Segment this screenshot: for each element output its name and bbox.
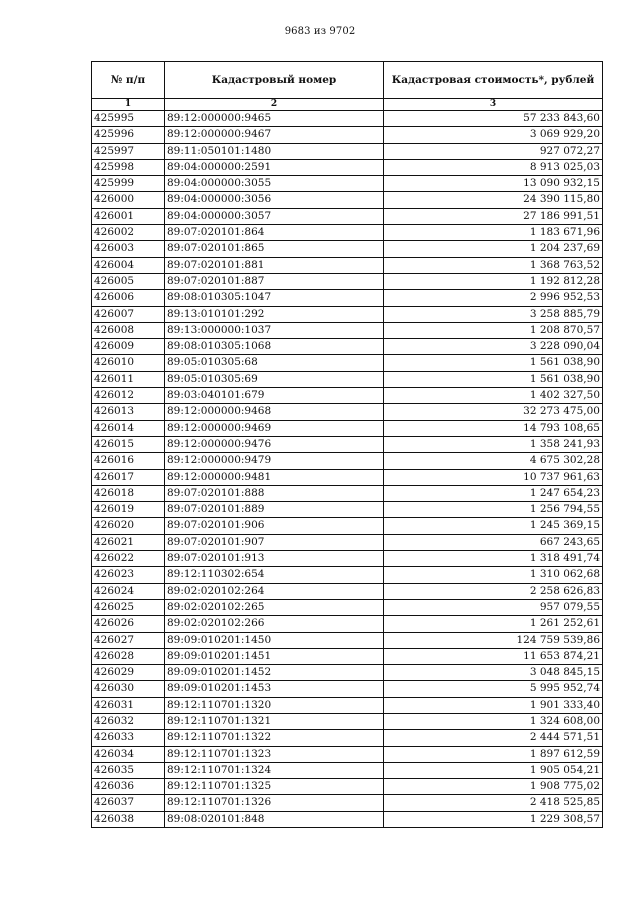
row-number-cell: 425998 <box>92 159 165 175</box>
table-row <box>92 143 603 159</box>
cadastral-value-cell: 32 273 475,00 <box>384 404 603 420</box>
table-row <box>92 241 603 257</box>
cadastral-number-cell: 89:08:020101:848 <box>165 811 384 827</box>
cadastral-value-cell: 1 208 870,57 <box>384 322 603 338</box>
row-number-cell: 426026 <box>92 616 165 632</box>
cadastral-value-cell: 1 318 491,74 <box>384 551 603 567</box>
row-number-cell: 426028 <box>92 648 165 664</box>
table-row <box>92 583 603 599</box>
cadastral-number-cell: 89:07:020101:907 <box>165 534 384 550</box>
cadastral-value-cell: 1 261 252,61 <box>384 616 603 632</box>
cadastral-number-cell: 89:12:110701:1320 <box>165 697 384 713</box>
header-row-number: № п/п <box>92 62 165 99</box>
table-row <box>92 534 603 550</box>
table-row <box>92 388 603 404</box>
cadastral-value-cell: 1 908 775,02 <box>384 779 603 795</box>
header-cadastral-value: Кадастровая стоимость*, рублей <box>384 62 603 99</box>
cadastral-number-cell: 89:02:020102:265 <box>165 599 384 615</box>
cadastral-number-cell: 89:12:000000:9476 <box>165 436 384 452</box>
table-row <box>92 681 603 697</box>
table-row <box>92 730 603 746</box>
row-number-cell: 426023 <box>92 567 165 583</box>
cadastral-value-cell: 2 258 626,83 <box>384 583 603 599</box>
row-number-cell: 426019 <box>92 502 165 518</box>
cadastral-value-cell: 1 247 654,23 <box>384 485 603 501</box>
table-row <box>92 453 603 469</box>
row-number-cell: 426038 <box>92 811 165 827</box>
cadastral-number-cell: 89:12:110701:1325 <box>165 779 384 795</box>
table-row <box>92 355 603 371</box>
row-number-cell: 426031 <box>92 697 165 713</box>
row-number-cell: 426010 <box>92 355 165 371</box>
row-number-cell: 426029 <box>92 665 165 681</box>
cadastral-number-cell: 89:08:010305:1047 <box>165 290 384 306</box>
table-row <box>92 322 603 338</box>
cadastral-number-cell: 89:07:020101:864 <box>165 225 384 241</box>
cadastral-number-cell: 89:07:020101:889 <box>165 502 384 518</box>
table-row <box>92 208 603 224</box>
table-row <box>92 159 603 175</box>
table-row <box>92 795 603 811</box>
table-row <box>92 502 603 518</box>
table-row <box>92 811 603 827</box>
cadastral-value-cell: 1 368 763,52 <box>384 257 603 273</box>
cadastral-value-cell: 1 192 812,28 <box>384 273 603 289</box>
cadastral-value-cell: 3 228 090,04 <box>384 339 603 355</box>
cadastral-number-cell: 89:12:000000:9479 <box>165 453 384 469</box>
cadastral-value-cell: 667 243,65 <box>384 534 603 550</box>
row-number-cell: 426021 <box>92 534 165 550</box>
cadastral-value-cell: 10 737 961,63 <box>384 469 603 485</box>
row-number-cell: 425996 <box>92 127 165 143</box>
row-number-cell: 426032 <box>92 713 165 729</box>
row-number-cell: 426003 <box>92 241 165 257</box>
cadastral-value-cell: 1 204 237,69 <box>384 241 603 257</box>
cadastral-value-cell: 3 258 885,79 <box>384 306 603 322</box>
cadastral-value-cell: 5 995 952,74 <box>384 681 603 697</box>
cadastral-value-cell: 1 897 612,59 <box>384 746 603 762</box>
row-number-cell: 425999 <box>92 176 165 192</box>
cadastral-value-cell: 1 324 608,00 <box>384 713 603 729</box>
cadastral-number-cell: 89:07:020101:888 <box>165 485 384 501</box>
cadastral-number-cell: 89:09:010201:1451 <box>165 648 384 664</box>
cadastral-value-cell: 124 759 539,86 <box>384 632 603 648</box>
table-row <box>92 127 603 143</box>
cadastral-number-cell: 89:09:010201:1453 <box>165 681 384 697</box>
cadastral-value-cell: 14 793 108,65 <box>384 420 603 436</box>
row-number-cell: 426025 <box>92 599 165 615</box>
cadastral-value-cell: 1 183 671,96 <box>384 225 603 241</box>
cadastral-value-cell: 2 996 952,53 <box>384 290 603 306</box>
table-row <box>92 176 603 192</box>
cadastral-value-cell: 1 901 333,40 <box>384 697 603 713</box>
table-header-row <box>92 62 603 99</box>
table-row <box>92 290 603 306</box>
cadastral-number-cell: 89:12:000000:9465 <box>165 111 384 127</box>
cadastral-value-cell: 27 186 991,51 <box>384 208 603 224</box>
cadastral-value-cell: 1 245 369,15 <box>384 518 603 534</box>
row-number-cell: 426005 <box>92 273 165 289</box>
column-number-3: 3 <box>384 99 603 111</box>
row-number-cell: 426024 <box>92 583 165 599</box>
cadastral-value-cell: 1 310 062,68 <box>384 567 603 583</box>
cadastral-number-cell: 89:07:020101:913 <box>165 551 384 567</box>
cadastral-value-cell: 3 048 845,15 <box>384 665 603 681</box>
cadastral-number-cell: 89:07:020101:906 <box>165 518 384 534</box>
row-number-cell: 426002 <box>92 225 165 241</box>
column-number-1: 1 <box>92 99 165 111</box>
cadastral-number-cell: 89:04:000000:3055 <box>165 176 384 192</box>
cadastral-number-cell: 89:02:020102:266 <box>165 616 384 632</box>
cadastral-number-cell: 89:12:000000:9481 <box>165 469 384 485</box>
cadastral-number-cell: 89:04:000000:2591 <box>165 159 384 175</box>
row-number-cell: 426036 <box>92 779 165 795</box>
cadastral-number-cell: 89:09:010201:1450 <box>165 632 384 648</box>
table-row <box>92 273 603 289</box>
cadastral-value-cell: 927 072,27 <box>384 143 603 159</box>
table-row <box>92 567 603 583</box>
cadastral-number-cell: 89:11:050101:1480 <box>165 143 384 159</box>
cadastral-value-cell: 3 069 929,20 <box>384 127 603 143</box>
table-row <box>92 469 603 485</box>
cadastral-number-cell: 89:12:110701:1324 <box>165 762 384 778</box>
table-row <box>92 436 603 452</box>
cadastral-value-cell: 1 561 038,90 <box>384 355 603 371</box>
table-row <box>92 551 603 567</box>
cadastral-value-cell: 2 444 571,51 <box>384 730 603 746</box>
table-row <box>92 111 603 127</box>
cadastral-number-cell: 89:12:110302:654 <box>165 567 384 583</box>
cadastral-number-cell: 89:02:020102:264 <box>165 583 384 599</box>
cadastral-value-cell: 1 905 054,21 <box>384 762 603 778</box>
cadastral-number-cell: 89:08:010305:1068 <box>165 339 384 355</box>
cadastral-number-cell: 89:07:020101:865 <box>165 241 384 257</box>
table-row <box>92 306 603 322</box>
row-number-cell: 426035 <box>92 762 165 778</box>
cadastral-number-cell: 89:09:010201:1452 <box>165 665 384 681</box>
page-counter: 9683 из 9702 <box>284 26 356 37</box>
cadastral-number-cell: 89:13:010101:292 <box>165 306 384 322</box>
row-number-cell: 426011 <box>92 371 165 387</box>
cadastral-number-cell: 89:04:000000:3056 <box>165 192 384 208</box>
table-row <box>92 746 603 762</box>
table-row <box>92 257 603 273</box>
table-row <box>92 371 603 387</box>
cadastral-number-cell: 89:05:010305:69 <box>165 371 384 387</box>
table-row <box>92 762 603 778</box>
table-row <box>92 697 603 713</box>
row-number-cell: 425995 <box>92 111 165 127</box>
cadastral-value-cell: 11 653 874,21 <box>384 648 603 664</box>
header-cadastral-number: Кадастровый номер <box>165 62 384 99</box>
cadastral-number-cell: 89:12:000000:9467 <box>165 127 384 143</box>
cadastral-value-cell: 1 561 038,90 <box>384 371 603 387</box>
row-number-cell: 425997 <box>92 143 165 159</box>
row-number-cell: 426006 <box>92 290 165 306</box>
cadastral-value-cell: 24 390 115,80 <box>384 192 603 208</box>
row-number-cell: 426017 <box>92 469 165 485</box>
cadastral-value-cell: 1 256 794,55 <box>384 502 603 518</box>
row-number-cell: 426001 <box>92 208 165 224</box>
row-number-cell: 426000 <box>92 192 165 208</box>
cadastral-number-cell: 89:07:020101:887 <box>165 273 384 289</box>
row-number-cell: 426004 <box>92 257 165 273</box>
table-row <box>92 225 603 241</box>
cadastral-value-cell: 1 358 241,93 <box>384 436 603 452</box>
row-number-cell: 426022 <box>92 551 165 567</box>
row-number-cell: 426014 <box>92 420 165 436</box>
cadastral-value-cell: 1 402 327,50 <box>384 388 603 404</box>
row-number-cell: 426034 <box>92 746 165 762</box>
cadastral-number-cell: 89:12:110701:1326 <box>165 795 384 811</box>
row-number-cell: 426027 <box>92 632 165 648</box>
cadastral-value-cell: 57 233 843,60 <box>384 111 603 127</box>
cadastral-number-cell: 89:05:010305:68 <box>165 355 384 371</box>
table-row <box>92 339 603 355</box>
row-number-cell: 426007 <box>92 306 165 322</box>
table-row <box>92 779 603 795</box>
table-row <box>92 665 603 681</box>
row-number-cell: 426030 <box>92 681 165 697</box>
row-number-cell: 426013 <box>92 404 165 420</box>
row-number-cell: 426012 <box>92 388 165 404</box>
table-row <box>92 485 603 501</box>
row-number-cell: 426016 <box>92 453 165 469</box>
table-row <box>92 599 603 615</box>
cadastral-number-cell: 89:03:040101:679 <box>165 388 384 404</box>
cadastral-value-cell: 2 418 525,85 <box>384 795 603 811</box>
table-row <box>92 192 603 208</box>
cadastral-value-cell: 8 913 025,03 <box>384 159 603 175</box>
cadastral-number-cell: 89:12:110701:1323 <box>165 746 384 762</box>
row-number-cell: 426037 <box>92 795 165 811</box>
row-number-cell: 426018 <box>92 485 165 501</box>
cadastral-number-cell: 89:12:110701:1322 <box>165 730 384 746</box>
column-number-2: 2 <box>165 99 384 111</box>
table-row <box>92 518 603 534</box>
cadastral-number-cell: 89:07:020101:881 <box>165 257 384 273</box>
table-row <box>92 648 603 664</box>
cadastral-value-cell: 13 090 932,15 <box>384 176 603 192</box>
table-row <box>92 404 603 420</box>
row-number-cell: 426033 <box>92 730 165 746</box>
cadastral-value-cell: 1 229 308,57 <box>384 811 603 827</box>
cadastral-number-cell: 89:04:000000:3057 <box>165 208 384 224</box>
cadastral-number-cell: 89:12:110701:1321 <box>165 713 384 729</box>
table-row <box>92 420 603 436</box>
cadastral-value-table <box>91 61 603 828</box>
row-number-cell: 426008 <box>92 322 165 338</box>
cadastral-value-cell: 957 079,55 <box>384 599 603 615</box>
cadastral-number-cell: 89:12:000000:9468 <box>165 404 384 420</box>
table-row <box>92 632 603 648</box>
cadastral-number-cell: 89:13:000000:1037 <box>165 322 384 338</box>
row-number-cell: 426015 <box>92 436 165 452</box>
row-number-cell: 426020 <box>92 518 165 534</box>
table-row <box>92 713 603 729</box>
table-row <box>92 616 603 632</box>
cadastral-number-cell: 89:12:000000:9469 <box>165 420 384 436</box>
table-body <box>92 111 603 828</box>
cadastral-value-cell: 4 675 302,28 <box>384 453 603 469</box>
row-number-cell: 426009 <box>92 339 165 355</box>
column-number-row <box>92 99 603 111</box>
